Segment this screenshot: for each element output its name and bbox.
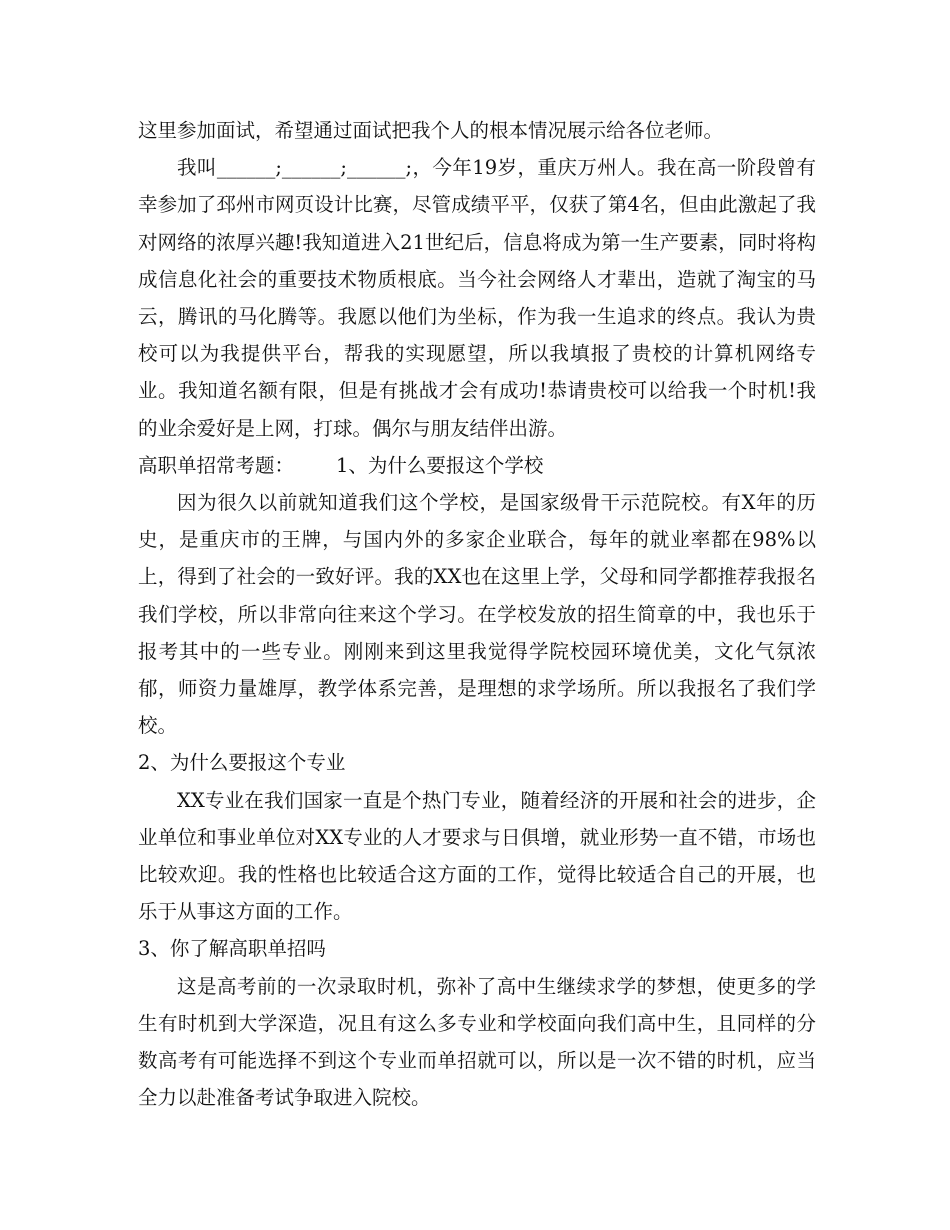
question-heading-2: 2、为什么要报这个专业: [138, 751, 346, 775]
question-heading-3: 3、你了解高职单招吗: [138, 937, 326, 961]
question-heading-1: [138, 447, 816, 484]
paragraph-self-introduction: 我叫______;______;______;，今年19岁，重庆万州人。我在高一阶段曾有幸参加了邳州市网页设计比赛，尽管成绩平平，仅获了第4名，但由此激起了我对网络的浓厚兴趣!我知道进入21世纪后，信息将成为第一生产要素，同时将构成信息化社会的重要技术物质根底。当今社会网络人才辈出，造就了淘宝的马云，腾讯的马化腾等。我愿以他们为坐标，作为我一生追求的终点。我认为贵校可以为我提供平台，帮我的实现愿望，所以我填报了贵校的计算机网络专业。我知道名额有限，但是有挑战才会有成功!恭请贵校可以给我一个时机!我的业余爱好是上网，打球。偶尔与朋友结伴出游。: [138, 156, 816, 440]
question-heading-1-title: 1、为什么要报这个学校: [336, 453, 544, 477]
question-heading-prefix: 高职单招常考题：: [138, 453, 295, 477]
answer-paragraph-2: XX专业在我们国家一直是个热门专业，随着经济的开展和社会的进步，企业单位和事业单位对XX专业的人才要求与日俱增，就业形势一直不错，市场也比较欢迎。我的性格也比较适合这方面的工作，觉得比较适合自己的开展，也乐于从事这方面的工作。: [138, 788, 816, 924]
document-body: [138, 112, 816, 1116]
paragraph-intro-continuation: 这里参加面试，希望通过面试把我个人的根本情况展示给各位老师。: [138, 119, 724, 142]
answer-paragraph-3: 这是高考前的一次录取时机，弥补了高中生继续求学的梦想，使更多的学生有时机到大学深造，况且有这么多专业和学校面向我们高中生，且同样的分数高考有可能选择不到这个专业而单招就可以，所以是一次不错的时机，应当全力以赴准备考试争取进入院校。: [138, 974, 816, 1110]
answer-paragraph-1: 因为很久以前就知道我们这个学校，是国家级骨干示范院校。有X年的历史，是重庆市的王牌，与国内外的多家企业联合，每年的就业率都在98%以上，得到了社会的一致好评。我的XX也在这里上学，父母和同学都推荐我报名我们学校，所以非常向往来这个学习。在学校发放的招生简章的中，我也乐于报考其中的一些专业。刚刚来到这里我觉得学院校园环境优美，文化气氛浓郁，师资力量雄厚，教学体系完善，是理想的求学场所。所以我报名了我们学校。: [138, 491, 816, 738]
